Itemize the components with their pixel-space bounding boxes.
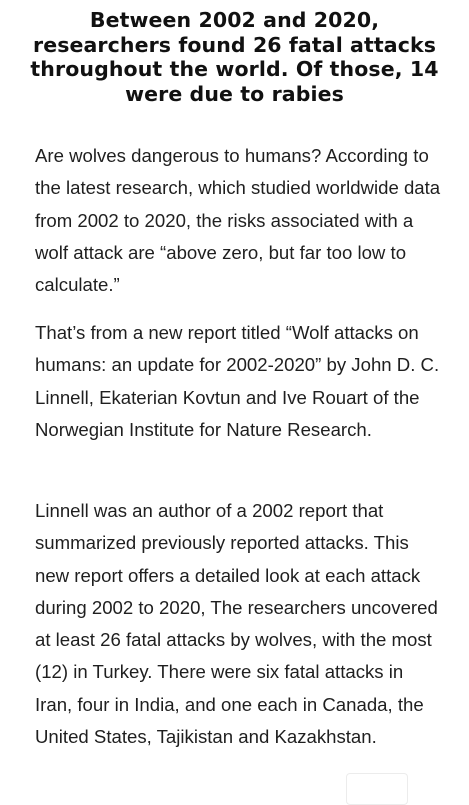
- article-paragraph: Linnell was an author of a 2002 report that summarized previously reported attacks. This new report offers a detailed look at each attack during 2002 to 2020, The researchers uncovered at least 26 fatal attacks by wolves, with the most (12) in Turkey. There were six fatal attacks in Iran, four in India, and one each in Canada, the United States, Tajikistan and Kazakhstan.: [35, 500, 438, 748]
- floating-widget[interactable]: [346, 773, 408, 805]
- article-paragraph: Are wolves dangerous to humans? According to the latest research, which studied worldwide data from 2002 to 2020, the risks associated with a wolf attack are “above zero, but far too low to calculate.”: [35, 145, 441, 296]
- article-headline: Between 2002 and 2020, researchers found 26 fatal attacks throughout the world. Of those, 14 were due to rabies: [30, 8, 439, 106]
- article-paragraph: That’s from a new report titled “Wolf attacks on humans: an update for 2002-2020” by John D. C. Linnell, Ekaterian Kovtun and Ive Rouart of the Norwegian Institute for Nature Research.: [35, 322, 440, 440]
